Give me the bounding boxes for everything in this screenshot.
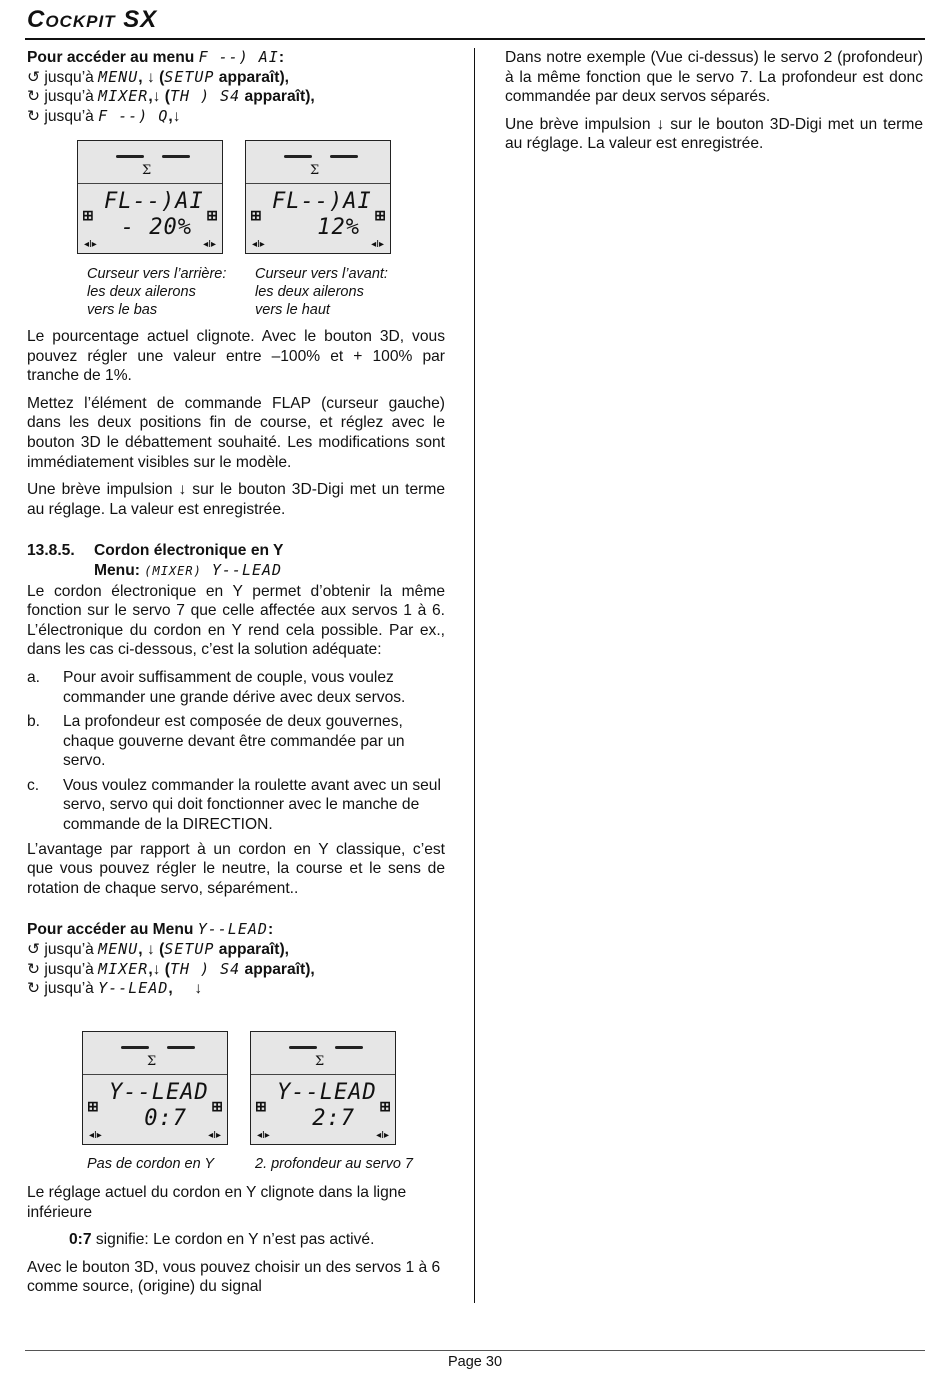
list-text: Pour avoir suffisamment de couple, vous voulez commander une grande dérive avec deux servos. [63,668,406,706]
lcd-code: F --) Q [98,106,169,125]
step-end: apparaît), [240,960,315,978]
list-marker: a. [27,668,41,686]
lcd-figure-2 [82,1031,396,1145]
caption-line: les deux ailerons [255,284,364,300]
paragraph: Le réglage actuel du cordon en Y clignote dans la ligne inférieure [27,1184,407,1221]
sigma-icon: Σ [315,1054,325,1069]
airplane-icon [330,155,358,158]
lcd-line-2: 12% [317,215,360,240]
nav-step-3 [27,107,445,127]
caption-b: 2. profondeur au servo 7 [255,1156,413,1172]
trim-bar-icon: ◂I▸ [371,239,384,250]
left-column-tail [27,1183,445,1305]
left-column [27,48,445,148]
nav-step-2 [27,87,445,107]
lcd-top-area [83,1032,227,1075]
lcd-code: Y--LEAD [98,979,169,998]
caption-line: Curseur vers l’arrière: [87,266,227,282]
trim-left-icon: ⊞ [250,207,262,223]
step-end: ,↓ [168,107,181,125]
rotate-left-icon: ↺ [27,68,41,86]
trim-right-icon: ⊞ [211,1098,223,1114]
trim-bar-icon: ◂I▸ [208,1130,221,1141]
lcd-code: F --) AI [198,48,279,66]
nav-step-2 [27,960,445,980]
paragraph [27,1230,445,1250]
step-end: apparaît), [214,941,289,959]
access-title [27,48,445,68]
airplane-icon [167,1046,195,1049]
list-item [27,776,445,835]
lcd-code: SETUP [164,940,215,959]
step-text: jusqu’à [40,960,99,978]
caption-line: Curseur vers l’avant: [255,266,388,282]
lcd-code: TH ) S4 [169,87,241,106]
lcd-line-2: 0:7 [144,1106,187,1131]
caption-line: vers le bas [87,302,158,318]
caption-b [255,265,423,319]
trim-bar-icon: ◂I▸ [376,1130,389,1141]
figure-1-captions [87,265,423,319]
sigma-icon: Σ [142,163,152,178]
caption-line: les deux ailerons [87,284,196,300]
footer-rule [25,1350,925,1351]
airplane-icon [284,155,312,158]
lcd-line-1: Y--LEAD [109,1080,209,1105]
header-rule [25,38,925,40]
trim-right-icon: ⊞ [379,1098,391,1114]
nav-step-1 [27,68,445,88]
paragraph: Une brève impulsion ↓ sur le bouton 3D-Digi met un terme au réglage. La valeur est enregistrée. [505,115,923,153]
step-text: jusqu’à [40,68,99,86]
caption-a [87,265,255,319]
section-menu-line [27,561,445,582]
list-item [27,712,445,771]
trim-bar-icon: ◂I▸ [203,239,216,250]
paragraph: Dans notre exemple (Vue ci-dessus) le servo 2 (profondeur) à la même fonction que le servo 7. La profondeur est donc commandée par deux servos séparés. [505,49,923,106]
section-title-line [27,541,445,561]
list-marker: c. [27,776,40,794]
lcd-screen [250,1031,396,1145]
step-end: , ↓ [168,980,203,998]
lcd-code: (MIXER) [144,563,202,578]
lcd-code: SETUP [164,67,215,86]
step-end: apparaît), [214,68,289,86]
lcd-code: Y--LEAD [201,560,283,579]
step-sep: , ↓ ( [138,68,165,86]
lcd-screen [245,140,391,254]
page-number: Page 30 [447,1354,503,1370]
colon: : [278,49,285,66]
airplane-icon [116,155,144,158]
section-number: 13.8.5. [27,542,75,560]
case-list [27,668,445,835]
rotate-left-icon: ↺ [27,941,41,959]
lcd-code: MIXER [98,959,149,978]
left-column-body [27,327,445,999]
access-title-text: Pour accéder au menu [27,49,199,66]
step-sep: ,↓ ( [148,960,170,978]
rotate-right-icon: ↻ [27,107,41,125]
trim-left-icon: ⊞ [87,1098,99,1114]
step-text: jusqu’à [40,980,99,998]
section-title: Cordon électronique en Y [94,542,284,560]
nav-step-3 [27,979,445,999]
caption-a: Pas de cordon en Y [87,1156,215,1172]
lcd-line-1: FL--)AI [104,189,204,214]
step-text: jusqu’à [40,88,99,106]
lcd-screen [82,1031,228,1145]
nav-step-1 [27,940,445,960]
paragraph: Le cordon électronique en Y permet d’obtenir la même fonction sur le servo 7 que celle affectée aux servos 1 à 6. L’électronique du cordon en Y rend cela possible. Par ex., dans les cas ci-dessous, c’est la solution adéquate: [27,582,445,659]
colon: : [267,921,274,939]
paragraph: Une brève impulsion ↓ sur le bouton 3D-Digi met un terme au réglage. La valeur est enregistrée. [27,481,445,518]
lcd-figure-1 [77,140,391,254]
rotate-right-icon: ↻ [27,980,41,998]
paragraph: Avec le bouton 3D, vous pouvez choisir un des servos 1 à 6 comme source, (origine) du signal [27,1258,441,1296]
trim-bar-icon: ◂I▸ [84,239,97,250]
lcd-top-area [246,141,390,184]
lcd-line-1: FL--)AI [272,189,372,214]
paragraph: L’avantage par rapport à un cordon en Y classique, c’est que vous pouvez régler le neutre, la course et le sens de rotation de chaque servo, séparément.. [27,840,445,897]
caption-line: vers le haut [255,302,330,318]
rotate-right-icon: ↻ [27,88,41,106]
airplane-icon [162,155,190,158]
step-sep: ,↓ ( [148,88,170,106]
access-title-text: Pour accéder au Menu [27,921,198,939]
step-end: apparaît), [240,88,315,106]
paragraph: Le pourcentage actuel clignote. Avec le bouton 3D, vous pouvez régler une valeur entre –100% et + 100% par tranche de 1%. [27,328,445,385]
lcd-top-area [251,1032,395,1075]
airplane-icon [121,1046,149,1049]
lcd-code: MENU [98,940,139,959]
access-title [27,920,445,940]
lcd-code: TH ) S4 [169,959,241,978]
figure-2-captions [87,1155,455,1173]
trim-bar-icon: ◂I▸ [252,239,265,250]
trim-left-icon: ⊞ [255,1098,267,1114]
lcd-line-1: Y--LEAD [277,1080,377,1105]
lcd-code: Y--LEAD [197,920,268,939]
access-menu-block-2 [27,920,445,998]
step-text: jusqu’à [40,941,99,959]
lcd-top-area [78,141,222,184]
lcd-line-2: 2:7 [312,1106,355,1131]
rotate-right-icon: ↻ [27,960,41,978]
column-divider [474,48,475,1303]
trim-bar-icon: ◂I▸ [89,1130,102,1141]
trim-right-icon: ⊞ [206,207,218,223]
trim-left-icon: ⊞ [82,207,94,223]
menu-label: Menu: [94,561,145,579]
list-item [27,668,445,707]
right-column [505,48,923,162]
sigma-icon: Σ [310,163,320,178]
airplane-icon [335,1046,363,1049]
step-text: jusqu’à [40,107,99,125]
step-sep: , ↓ ( [138,941,165,959]
paragraph-text: signifie: Le cordon en Y n’est pas activé. [91,1231,375,1249]
access-menu-block-1 [27,48,445,126]
trim-right-icon: ⊞ [374,207,386,223]
lcd-code: MIXER [98,87,149,106]
paragraph: Mettez l’élément de commande FLAP (curseur gauche) dans les deux positions fin de course, et réglez avec le bouton 3D le débattement souhaité. Les modifications sont immédiatement visibles sur le modèle. [27,394,445,471]
lcd-screen [77,140,223,254]
header-title: Cockpit SX [27,6,158,33]
value-bold: 0:7 [69,1231,92,1249]
list-marker: b. [27,713,41,731]
section-heading [27,541,445,581]
lcd-code: MENU [98,67,139,86]
sigma-icon: Σ [147,1054,157,1069]
list-text: Vous voulez commander la roulette avant avec un seul servo, servo qui doit fonctionner avec le manche de commande de la DIRECTION. [63,776,441,834]
trim-bar-icon: ◂I▸ [257,1130,270,1141]
list-text: La profondeur est composée de deux gouvernes, chaque gouverne devant être commandée par un servo. [63,713,405,770]
airplane-icon [289,1046,317,1049]
lcd-line-2: - 20% [120,215,192,240]
